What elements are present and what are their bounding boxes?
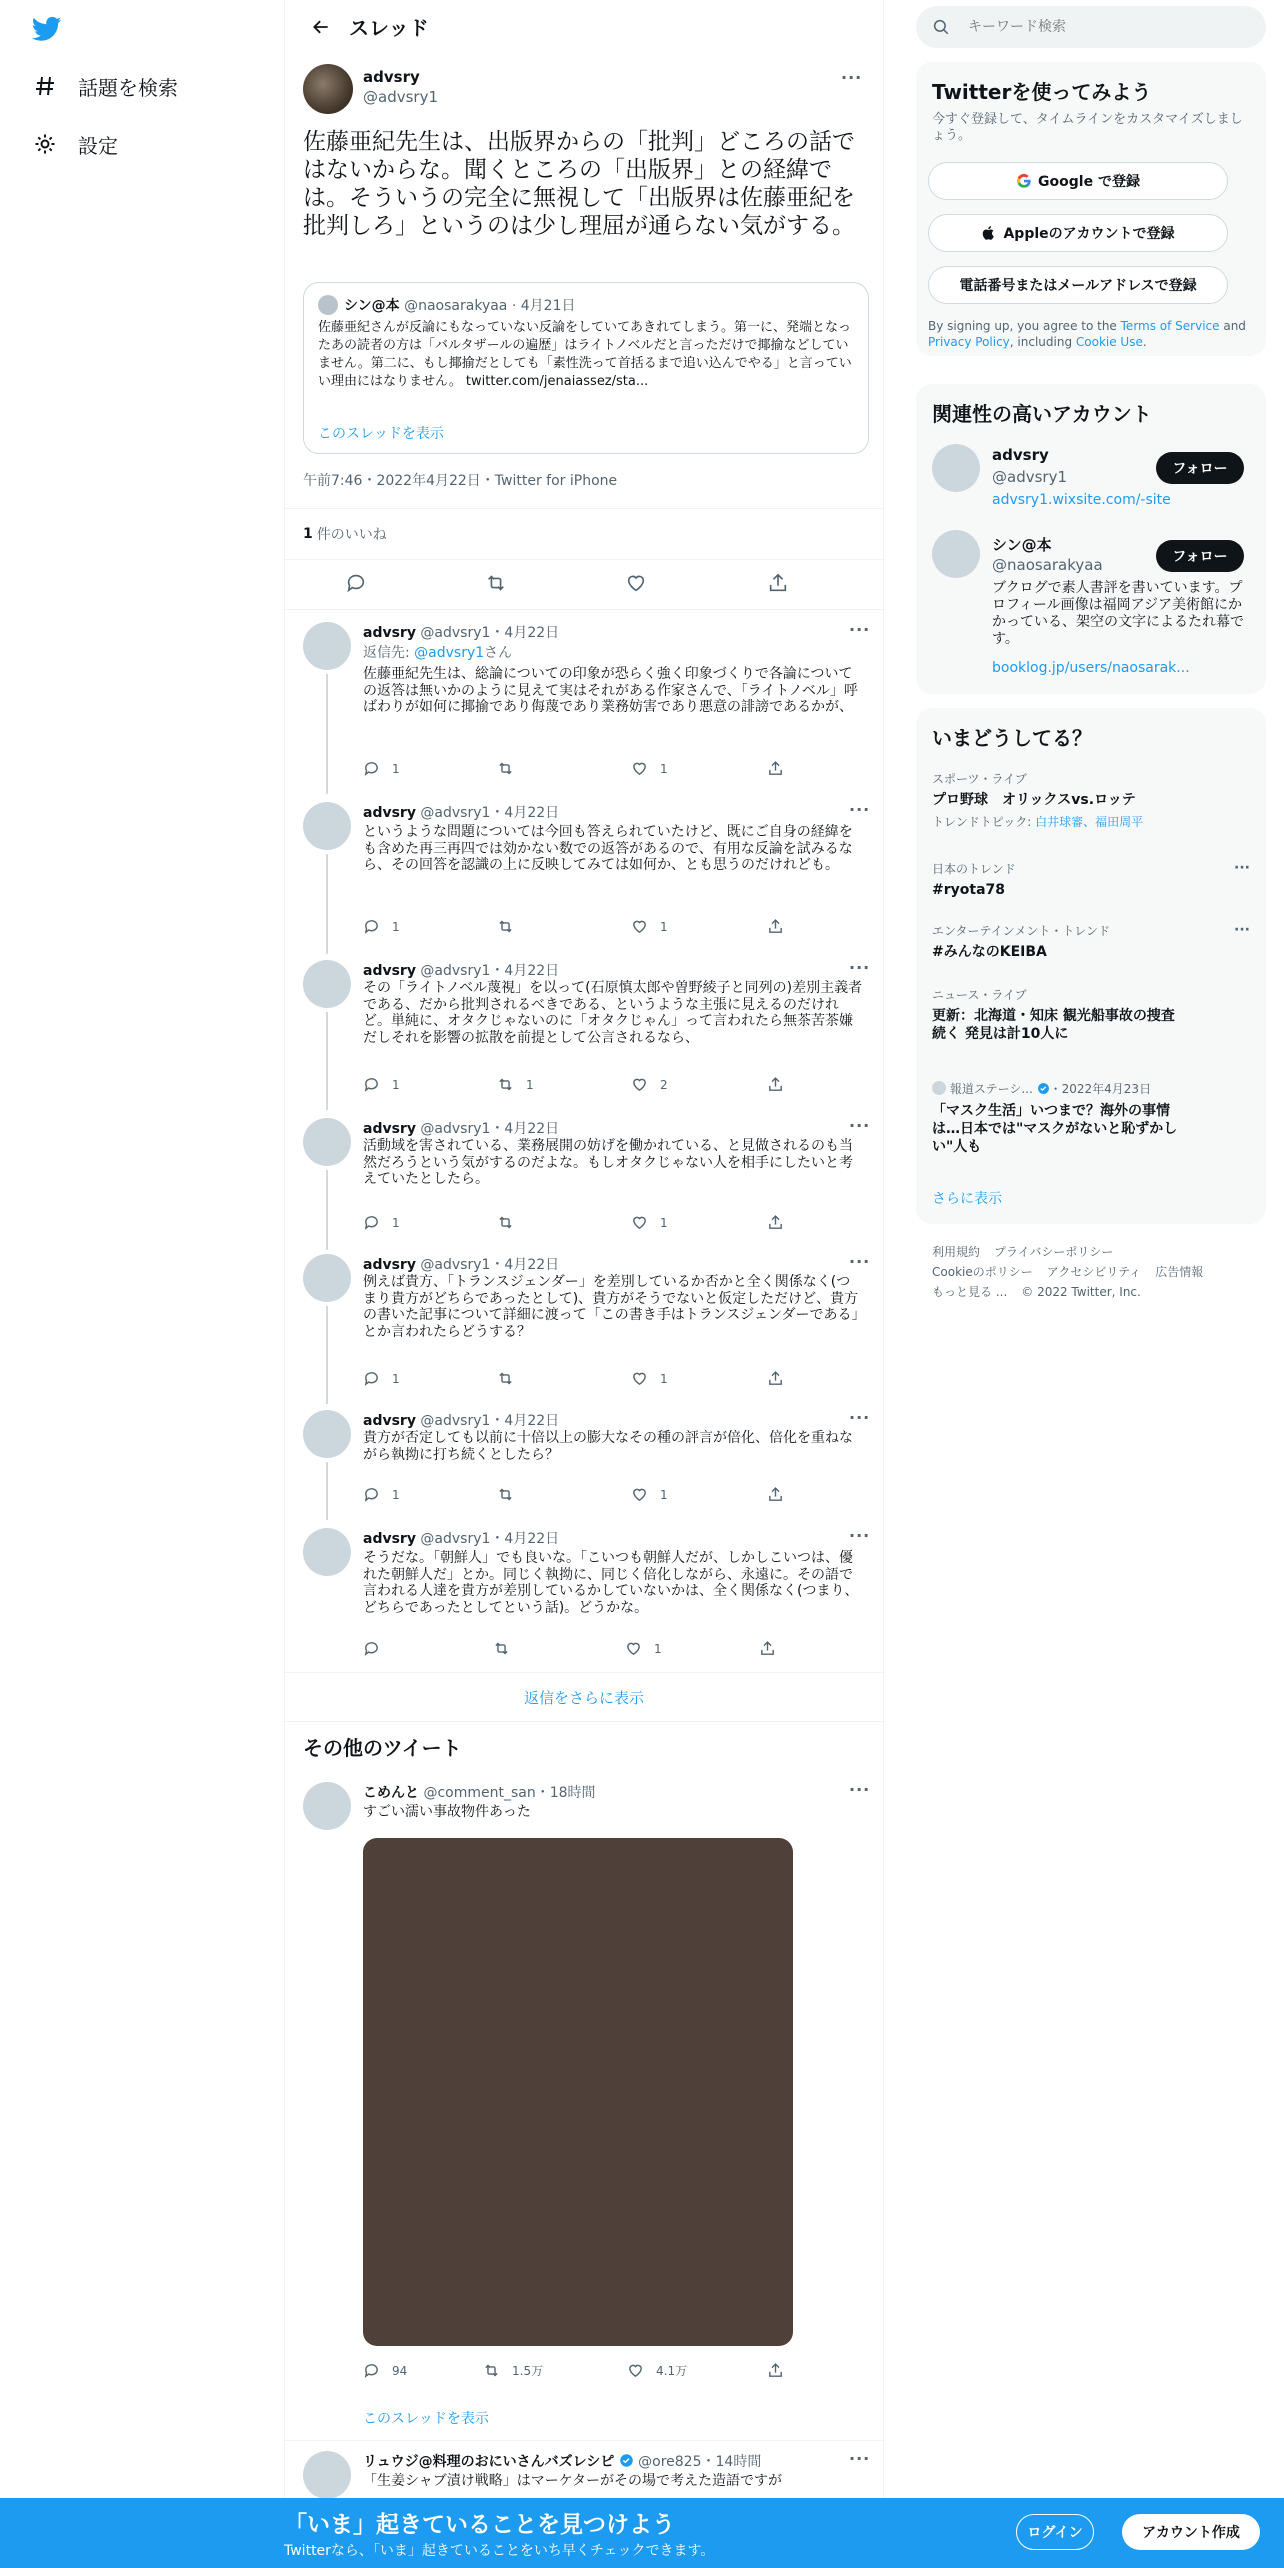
reply-actions — [363, 2362, 783, 2380]
reply-icon[interactable] — [363, 1486, 400, 1503]
show-more-trends-link[interactable]: さらに表示 — [932, 1191, 1002, 1207]
reply-count: 1 — [392, 919, 400, 934]
like-count: 4.1万 — [656, 2364, 688, 2378]
reply-dot: ・ — [490, 1413, 505, 1429]
reply-header — [363, 622, 559, 642]
reply-to-prefix: 返信先: — [363, 645, 415, 661]
retweet-icon[interactable] — [497, 1076, 534, 1093]
phone-email-signup-label: 電話番号またはメールアドレスで登録 — [959, 278, 1197, 294]
share-icon[interactable] — [767, 1370, 796, 1387]
reply-name[interactable]: advsry — [363, 805, 416, 821]
reply-count: 1 — [392, 1077, 400, 1092]
footer-link-accessibility[interactable]: アクセシビリティ — [1046, 1265, 1142, 1279]
account-name[interactable]: シン@本 — [992, 536, 1052, 554]
reply-dot: ・ — [535, 1785, 550, 1801]
reply-avatar[interactable] — [303, 802, 351, 850]
reply-dot: ・ — [490, 625, 505, 641]
reply-handle[interactable]: @advsry1 — [420, 1121, 491, 1137]
trend-context — [932, 1080, 1182, 1098]
tos-including: , including — [1009, 335, 1076, 349]
footer-link-ads[interactable]: 広告情報 — [1155, 1265, 1204, 1279]
reply-actions — [363, 1214, 783, 1232]
quoted-header — [344, 295, 575, 315]
reply-handle[interactable]: @advsry1 — [420, 1531, 491, 1547]
apple-icon — [981, 225, 997, 241]
retweet-icon[interactable] — [493, 1640, 522, 1657]
reply-handle[interactable]: @advsry1 — [420, 1257, 491, 1273]
gear-icon — [32, 131, 58, 157]
more-options-icon[interactable]: ··· — [849, 1116, 871, 1135]
banner-subtitle: Twitterなら、「いま」起きていることをいち早くチェックできます。 — [284, 2543, 715, 2559]
follow-button[interactable]: フォロー — [1156, 540, 1244, 572]
verified-badge-icon — [619, 2453, 634, 2472]
reply-text: 佐藤亜紀先生は、総論についての印象が恐らく強く印象づくりで各論についての返答は無いかのように見えて実はそれがある作家さんで、「ライトノベル」呼ばわりが如何に揶揄であり侮蔑であり業務妨害であり悪意の誹謗であるかが、 — [363, 666, 858, 715]
signup-subtitle: 今すぐ登録して、タイムラインをカスタマイズしましょう。 — [932, 112, 1243, 143]
more-options-icon[interactable]: ··· — [849, 1408, 871, 1427]
news-source: 報道ステーシ... — [949, 1082, 1033, 1096]
quoted-handle: @naosarakyaa — [404, 298, 508, 314]
trend-name: 更新：北海道・知床 観光船事故の捜査続く 発見は計10人に — [932, 1008, 1175, 1042]
reply-header — [363, 1782, 596, 1802]
login-button[interactable]: ログイン — [1016, 2514, 1094, 2550]
apple-signup-button[interactable] — [928, 214, 1228, 252]
reply-actions — [363, 918, 783, 936]
trend-subtopics — [932, 813, 1250, 830]
nav-explore-label: 話題を検索 — [78, 75, 178, 100]
reply-header — [363, 1410, 559, 1430]
retweet-icon[interactable] — [497, 760, 526, 777]
likes-label: 件のいいね — [316, 527, 387, 543]
share-icon[interactable] — [767, 1076, 796, 1093]
reply-avatar[interactable] — [303, 2451, 351, 2499]
nav-settings[interactable] — [32, 124, 118, 164]
reply-date[interactable]: 4月22日 — [504, 805, 560, 821]
reply-to-handle[interactable]: @advsry1 — [414, 645, 485, 661]
reply-date[interactable]: 14時間 — [715, 2454, 762, 2470]
reply-icon[interactable] — [363, 760, 400, 777]
reply-avatar[interactable] — [303, 1410, 351, 1458]
reply-name[interactable]: こめんと — [363, 1785, 419, 1801]
reply-date[interactable]: 4月22日 — [504, 963, 560, 979]
account-bio: ブクログで素人書評を書いています。プロフィール画像は福岡アジア美術館にかかっている、架空の文字によるたれ幕です。 — [992, 580, 1244, 647]
reply-avatar[interactable] — [303, 1528, 351, 1576]
account-avatar[interactable] — [932, 530, 980, 578]
reply-icon[interactable] — [363, 1640, 392, 1657]
like-icon[interactable] — [631, 1214, 668, 1231]
reply-name[interactable]: advsry — [363, 625, 416, 641]
account-link[interactable]: advsry1.wixsite.com/-site — [992, 492, 1171, 508]
reply-tweet[interactable] — [285, 950, 883, 1108]
likes-count: 1 — [303, 526, 313, 542]
quoted-date: 4月21日 — [520, 298, 576, 314]
trend-name: 「マスク生活」いつまで？海外の事情は…日本では"マスクがないと恥ずかしい"人も — [932, 1103, 1178, 1155]
retweet-icon[interactable] — [497, 1486, 526, 1503]
reply-dot: ・ — [490, 1257, 505, 1273]
tweet-actions — [285, 560, 883, 610]
reply-tweet[interactable] — [285, 1244, 883, 1404]
apple-signup-label: Appleのアカウントで登録 — [1003, 226, 1175, 242]
reply-header — [363, 802, 559, 822]
quoted-tweet[interactable] — [303, 282, 869, 454]
like-count: 1 — [654, 1641, 662, 1656]
share-icon[interactable] — [759, 1640, 788, 1657]
search-input[interactable] — [968, 19, 1228, 35]
follow-button[interactable]: フォロー — [1156, 452, 1244, 484]
more-options-icon[interactable]: ··· — [841, 68, 863, 87]
author-name[interactable]: advsry — [363, 68, 420, 86]
reply-tweet[interactable] — [285, 612, 883, 800]
author-handle[interactable]: @advsry1 — [363, 88, 438, 106]
quoted-dot: · — [507, 298, 521, 314]
reply-date[interactable]: 4月22日 — [504, 1257, 560, 1273]
author-avatar[interactable] — [303, 64, 353, 114]
reply-avatar[interactable] — [303, 622, 351, 670]
tweet-meta: 午前7:46・2022年4月22日・Twitter for iPhone — [303, 473, 618, 489]
account-avatar[interactable] — [932, 444, 980, 492]
trend-context: 日本のトレンド — [932, 862, 1016, 876]
reply-actions — [363, 1640, 783, 1658]
trend-item[interactable] — [932, 922, 1250, 961]
nav-settings-label: 設定 — [78, 133, 118, 158]
reply-handle[interactable]: @comment_san — [423, 1785, 536, 1801]
reply-icon[interactable] — [363, 1076, 400, 1093]
reply-handle[interactable]: @ore825 — [638, 2454, 702, 2470]
reply-count: 1 — [392, 1371, 400, 1386]
other-tweet[interactable] — [285, 2440, 883, 2500]
reply-text: 「生姜シャブ漬け戦略」はマーケターがその場で考えた造語ですが — [363, 2473, 783, 2489]
reply-date[interactable]: 4月22日 — [504, 1413, 560, 1429]
tos-and: and — [1219, 319, 1246, 333]
reply-avatar[interactable] — [303, 1118, 351, 1166]
reply-name[interactable]: advsry — [363, 963, 416, 979]
show-more-replies-link[interactable]: 返信をさらに表示 — [285, 1672, 883, 1722]
banner-title: 「いま」起きていることを見つけよう — [284, 2512, 675, 2538]
retweet-icon[interactable] — [497, 918, 526, 935]
likes-row[interactable] — [285, 508, 883, 560]
trends-title: いまどうしてる？ — [932, 726, 1092, 750]
like-icon[interactable] — [625, 1640, 662, 1657]
retweet-icon[interactable] — [497, 1370, 526, 1387]
footer-link-cookie[interactable]: Cookieのポリシー — [932, 1265, 1033, 1279]
reply-avatar[interactable] — [303, 1782, 351, 1830]
more-options-icon[interactable]: ··· — [1234, 860, 1250, 876]
like-icon[interactable] — [625, 572, 649, 596]
share-icon[interactable] — [767, 572, 791, 596]
tos-end: . — [1142, 335, 1147, 349]
share-icon[interactable] — [767, 1214, 796, 1231]
news-date: ・2022年4月23日 — [1049, 1082, 1152, 1096]
footer-link-terms[interactable]: 利用規約 — [932, 1245, 981, 1259]
thread-line — [326, 1170, 328, 1250]
reply-count: 1 — [392, 1215, 400, 1230]
reply-icon[interactable] — [345, 572, 369, 596]
nav-explore[interactable] — [32, 66, 178, 106]
reply-dot: ・ — [490, 805, 505, 821]
reply-icon[interactable] — [363, 1370, 400, 1387]
trend-context: エンターテインメント・トレンド — [932, 924, 1111, 938]
reply-name[interactable]: advsry — [363, 1531, 416, 1547]
back-arrow-icon[interactable] — [293, 0, 349, 53]
reply-handle[interactable]: @advsry1 — [420, 625, 491, 641]
google-icon — [1016, 173, 1032, 189]
verified-badge-icon — [1037, 1082, 1050, 1098]
reply-name[interactable]: リュウジ@料理のおにいさんバズレシピ — [363, 2454, 615, 2470]
trends-card — [916, 708, 1266, 1224]
thread-header — [285, 0, 883, 53]
more-options-icon[interactable]: ··· — [849, 1252, 871, 1271]
footer-link-privacy[interactable]: プライバシーポリシー — [994, 1245, 1114, 1259]
reply-dot: ・ — [490, 1531, 505, 1547]
tos-prefix: By signing up, you agree to the — [928, 319, 1121, 333]
more-options-icon[interactable]: ··· — [849, 2449, 871, 2468]
account-name[interactable]: advsry — [992, 446, 1049, 464]
share-icon[interactable] — [767, 2362, 796, 2379]
reply-text: 例えば貴方、「トランスジェンダー」を差別しているか否かと全く関係なく(つまり貴方がどちらであったとして)、貴方がそうでないと仮定しただけど、貴方の書いた記事について詳細に渡って「この書き手はトランスジェンダーである」とか言われたらどうする？ — [363, 1274, 859, 1340]
more-options-icon[interactable]: ··· — [849, 620, 871, 639]
thread-line — [326, 674, 328, 794]
retweet-icon[interactable] — [497, 1214, 526, 1231]
hashtag-icon — [32, 73, 58, 99]
quoted-avatar — [318, 295, 338, 315]
more-options-icon[interactable]: ··· — [849, 800, 871, 819]
like-count: 1 — [660, 1371, 668, 1386]
like-count: 1 — [660, 1215, 668, 1230]
like-icon[interactable] — [631, 1370, 668, 1387]
quoted-show-thread-link[interactable]: このスレッドを表示 — [318, 426, 444, 442]
account-handle[interactable]: @naosarakyaa — [992, 556, 1103, 574]
trend-context: ニュース・ライブ — [932, 988, 1027, 1002]
like-icon[interactable] — [631, 760, 668, 777]
signup-banner — [0, 2498, 1284, 2568]
trend-name: #みんなのKEIBA — [932, 944, 1047, 960]
share-icon[interactable] — [767, 760, 796, 777]
reply-name[interactable]: advsry — [363, 1413, 416, 1429]
reply-header — [363, 1254, 559, 1274]
reply-actions — [363, 1370, 783, 1388]
reply-icon[interactable] — [363, 1214, 400, 1231]
terms-notice — [928, 318, 1252, 350]
privacy-link[interactable]: Privacy Policy — [928, 335, 1010, 349]
account-handle[interactable]: @advsry1 — [992, 468, 1067, 486]
create-account-button[interactable]: アカウント作成 — [1122, 2514, 1260, 2550]
reply-dot: ・ — [701, 2454, 716, 2470]
reply-text: 貴方が否定しても以前に十倍以上の膨大なその種の評言が倍化、倍化を重ねながら執拗に打ち続くとしたら？ — [363, 1430, 853, 1463]
signup-card — [916, 62, 1266, 356]
google-signup-button[interactable] — [928, 162, 1228, 200]
reply-avatar[interactable] — [303, 1254, 351, 1302]
reply-text: 活動域を害されている、業務展開の妨げを働かれている、と見做されるのも当然だろうという気がするのだよな。もしオタクじゃない人を相手にしたいと考えていたとしたら。 — [363, 1138, 853, 1187]
other-tweets-title: その他のツイート — [303, 1736, 462, 1760]
quoted-text: 佐藤亜紀さんが反論にもなっていない反論をしていてあきれてしまう。第一に、発端となったあの読者の方は「バルタザールの遍歴」はライトノベルだと言っただけで揶揄などしていません。第二に、もし揶揄だとしても「素性洗って首括るまで追い込んでやる」と言っていい理由にはなりません。 twitter.com/jenaiassez/sta... — [318, 320, 852, 389]
reply-actions — [363, 1076, 783, 1094]
reply-text: その「ライトノベル蔑視」を以って(石原慎太郎や曽野綾子と同列の)差別主義者である、だから批判されるべきである、というような主張に見えるのだけれど。単純に、オタクじゃないのに「オタクじゃん」って言われたら無茶苦茶嫌だしそれを影響の拡散を前提として公言されるなら、 — [363, 980, 863, 1046]
reply-to-suffix: さん — [484, 645, 513, 661]
like-icon[interactable] — [631, 1486, 668, 1503]
reply-text: そうだな。「朝鮮人」でも良いな。「こいつも朝鮮人だが、しかしこいつは、優れた朝鮮人だ」とか。同じく執拗に、同じく倍化しながら、永遠に。その語で言われる人達を貴方が差別しているかしていないかは、全く関係なく(つまり、どちらであったとしてという話)。どうかな。 — [363, 1550, 859, 1616]
retweet-count: 1 — [526, 1077, 534, 1092]
news-source-icon — [932, 1081, 946, 1095]
reply-avatar[interactable] — [303, 960, 351, 1008]
signup-title: Twitterを使ってみよう — [932, 80, 1152, 104]
retweet-count: 1.5万 — [512, 2364, 544, 2378]
more-options-icon[interactable]: ··· — [1234, 922, 1250, 938]
reply-tweet[interactable] — [285, 1400, 883, 1520]
left-navigation — [0, 0, 284, 2500]
trend-name: プロ野球 オリックスvs.ロッテ — [932, 792, 1136, 808]
reply-count: 94 — [392, 2363, 408, 2378]
reply-date[interactable]: 18時間 — [549, 1785, 596, 1801]
search-bar[interactable] — [916, 6, 1266, 48]
like-count: 1 — [660, 1487, 668, 1502]
trend-sub-prefix: トレンドトピック: — [932, 815, 1036, 829]
like-icon[interactable] — [627, 2362, 687, 2379]
reply-header — [363, 2451, 761, 2472]
reply-icon[interactable] — [363, 2362, 407, 2379]
reply-name[interactable]: advsry — [363, 1121, 416, 1137]
footer-link-more[interactable]: もっと見る ... — [932, 1285, 1008, 1299]
reply-actions — [363, 760, 783, 778]
reply-text: すごい濡い事故物件あった — [363, 1804, 531, 1820]
reply-tweet[interactable] — [285, 792, 883, 952]
reply-icon[interactable] — [363, 918, 400, 935]
twitter-logo-icon[interactable] — [32, 14, 66, 44]
trend-name: #ryota78 — [932, 882, 1006, 898]
reply-handle[interactable]: @advsry1 — [420, 1413, 491, 1429]
reply-handle[interactable]: @advsry1 — [420, 805, 491, 821]
related-accounts-card — [916, 384, 1266, 694]
like-icon[interactable] — [631, 1076, 668, 1093]
share-icon[interactable] — [767, 1486, 796, 1503]
reply-actions — [363, 1486, 783, 1504]
reply-dot: ・ — [490, 1121, 505, 1137]
reply-handle[interactable]: @advsry1 — [420, 963, 491, 979]
thread-line — [326, 854, 328, 954]
related-title: 関連性の高いアカウント — [932, 402, 1152, 426]
trend-item[interactable] — [932, 986, 1182, 1043]
trend-item[interactable] — [932, 860, 1250, 899]
sidebar-footer — [932, 1242, 1252, 1302]
show-thread-link[interactable]: このスレッドを表示 — [363, 2411, 489, 2427]
like-icon[interactable] — [631, 918, 668, 935]
search-icon — [932, 18, 950, 36]
retweet-icon[interactable] — [483, 2362, 543, 2379]
thread-line — [326, 1012, 328, 1110]
reply-header — [363, 1118, 559, 1138]
google-signup-label: Google で登録 — [1038, 174, 1140, 190]
like-count: 1 — [660, 919, 668, 934]
footer-copyright: © 2022 Twitter, Inc. — [1021, 1285, 1141, 1299]
reply-to — [363, 642, 512, 662]
right-sidebar — [916, 0, 1266, 2500]
reply-dot: ・ — [490, 963, 505, 979]
trend-item[interactable] — [932, 1080, 1182, 1156]
more-options-icon[interactable]: ··· — [849, 1526, 871, 1545]
thread-line — [326, 1306, 328, 1404]
trend-context: スポーツ・ライブ — [932, 772, 1027, 786]
more-options-icon[interactable]: ··· — [849, 1780, 871, 1799]
thread-line — [326, 1462, 328, 1520]
terms-link[interactable]: Terms of Service — [1120, 319, 1220, 333]
reply-header — [363, 1528, 559, 1548]
reply-date[interactable]: 4月22日 — [504, 1121, 560, 1137]
reply-count: 1 — [392, 1487, 400, 1502]
phone-email-signup-button[interactable] — [928, 266, 1228, 304]
trend-item[interactable] — [932, 770, 1250, 830]
reply-date[interactable]: 4月22日 — [504, 1531, 560, 1547]
cookie-link[interactable]: Cookie Use — [1075, 335, 1143, 349]
quoted-name: シン@本 — [344, 298, 400, 314]
reply-count: 1 — [392, 761, 400, 776]
reply-date[interactable]: 4月22日 — [504, 625, 560, 641]
share-icon[interactable] — [767, 918, 796, 935]
tweet-photo[interactable] — [363, 1838, 793, 2346]
account-link[interactable]: booklog.jp/users/naosarak... — [992, 660, 1190, 676]
reply-tweet[interactable] — [285, 1108, 883, 1244]
trend-sub-links[interactable]: 白井球審、福田周平 — [1035, 815, 1144, 829]
like-count: 1 — [660, 761, 668, 776]
reply-tweet[interactable] — [285, 1518, 883, 1668]
retweet-icon[interactable] — [485, 572, 509, 596]
page-title: スレッド — [349, 16, 429, 40]
main-column — [284, 0, 884, 2500]
reply-text: というような問題については今回も答えられていたけど、既にご自身の経緯をも含めた再三再四では効かない数での返答があるので、有用な反論を試みるなら、その回答を認識の上に反映してみては如何か、とも思うのだけれども。 — [363, 824, 853, 873]
like-count: 2 — [660, 1077, 668, 1092]
tweet-text: 佐藤亜紀先生は、出版界からの「批判」どころの話ではないからな。聞くところの「出版界」との経緯では。そういうの完全に無視して「出版界は佐藤亜紀を批判しろ」というのは少し理屈が通らない気がする。 — [303, 129, 855, 239]
reply-header — [363, 960, 559, 980]
more-options-icon[interactable]: ··· — [849, 958, 871, 977]
reply-name[interactable]: advsry — [363, 1257, 416, 1273]
